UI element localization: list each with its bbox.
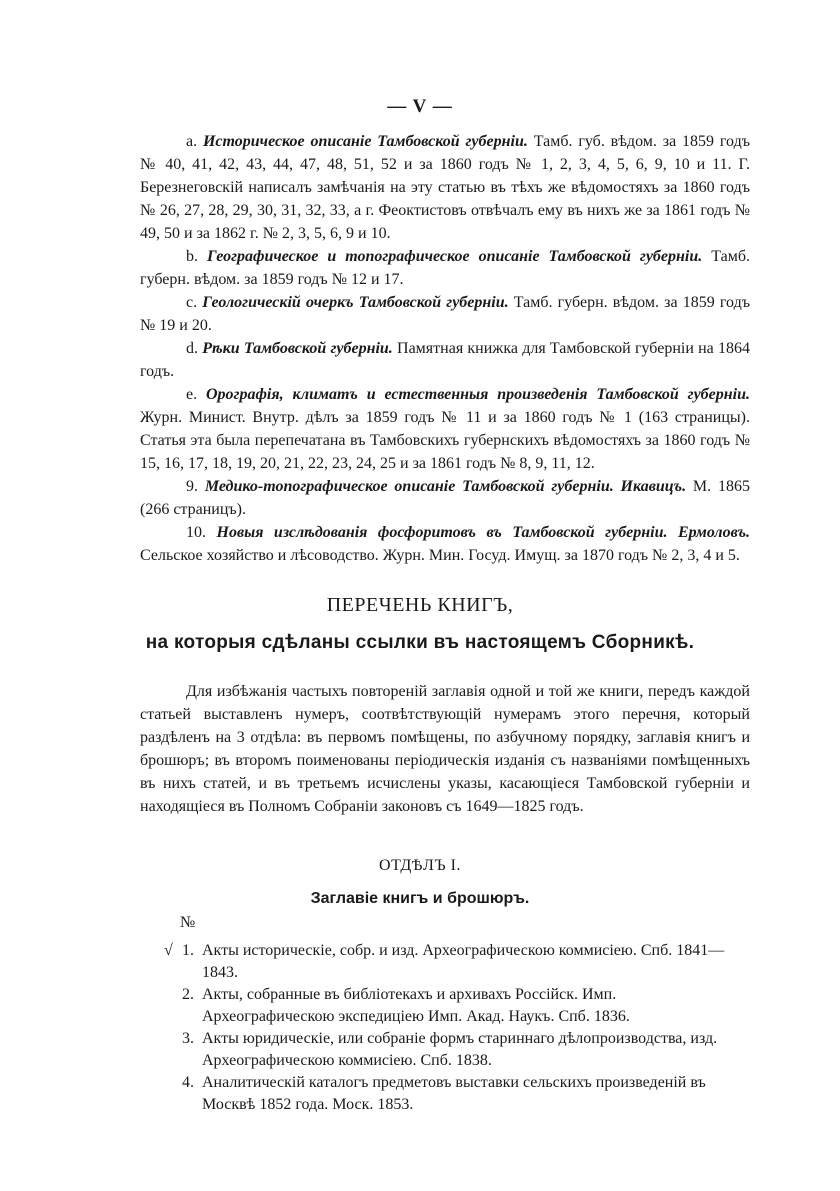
reference-item: 10. Новыя изслѣдованiя фосфоритовъ въ Тамбовской губернiи. Ермоловъ. Сельское хозяйство и лѣсоводство. Журн. Мин. Госуд. Имущ. за 1870 годъ № 2, 3, 4 и 5. <box>140 524 751 564</box>
intro-text: Для избѣжанiя частыхъ повторенiй заглавiя одной и той же книги, передъ каждой статьей выставленъ нумеръ, соотвѣтствующiй нумерамъ этого перечня, который раздѣленъ на 3 отдѣла: въ первомъ помѣщены, по азбучному порядку, заглавiя книгъ и брошюръ; въ второмъ поименованы перiодическiя изданiя съ названiями помѣщенныхъ въ нихъ статей, и въ третьемъ исчислены указы, касающiеся Тамбовской губернiи и находящiеся въ Полномъ Собранiи законовъ съ 1649—1825 годъ. <box>140 683 750 815</box>
book-list <box>162 940 750 1116</box>
list-item <box>162 940 750 984</box>
item-number: 2. <box>182 986 194 1003</box>
list-heading: ПЕРЕЧЕНЬ КНИГЪ, <box>326 594 514 616</box>
item-text: Акты историческiе, собр. и изд. Археографическою коммисiею. Спб. 1841—1843. <box>202 942 725 981</box>
reference-item: d. Рѣки Тамбовской губернiи. Памятная книжка для Тамбовской губернiи на 1864 годъ. <box>140 340 750 380</box>
item-text: Акты, собранные въ библiотекахъ и архивахъ Россiйск. Имп. Археографическою экспедицiею Имп. Акад. Наукъ. Спб. 1836. <box>202 986 630 1025</box>
reference-item: e. Орографiя, климатъ и естественныя произведенiя Тамбовской губернiи. Журн. Минист. Внутр. дѣлъ за 1859 годъ № 11 и за 1860 годъ № 1 (163 страницы). Статья эта была перепечатана въ Тамбовскихъ губернскихъ вѣдомостяхъ за 1860 годъ № 15, 16, 17, 18, 19, 20, 21, 22, 23, 24, 25 и за 1861 годъ № 8, 9, 11, 12. <box>140 386 750 472</box>
item-text: Аналитическiй каталогъ предметовъ выставки сельскихъ произведенiй въ Москвѣ 1852 года. Моск. 1853. <box>202 1074 706 1113</box>
list-item <box>162 1072 750 1116</box>
intro-paragraph <box>140 680 750 818</box>
reference-item: 9. Медико-топографическое описанiе Тамбовской губернiи. Икавицъ. М. 1865 (266 страницъ). <box>140 478 750 518</box>
reference-item: b. Географическое и топографическое описанiе Тамбовской губернiи. Тамб. губерн. вѣдом. за 1859 годъ № 12 и 17. <box>140 248 750 288</box>
item-text: Акты юридическiе, или собранiе формъ стариннаго дѣлопроизводства, изд. Археографическою коммисiею. Спб. 1838. <box>202 1030 718 1069</box>
page-number: — V — <box>387 96 453 117</box>
item-number: 3. <box>182 1030 194 1047</box>
list-item <box>162 1028 750 1072</box>
references-block <box>140 130 750 567</box>
item-number: 4. <box>182 1074 194 1091</box>
reference-item: a. Историческое описанiе Тамбовской губернiи. Тамб. губ. вѣдом. за 1859 годъ № 40, 41, 42, 43, 44, 47, 48, 51, 52 и за 1860 годъ № 1, 2, 3, 4, 5, 6, 9, 10 и 11. Г. Березнеговскiй написалъ замѣчанiя на эту статью въ тѣхъ же вѣдомостяхъ за 1860 годъ № 26, 27, 28, 29, 30, 31, 32, 33, а г. Феоктистовъ отвѣчалъ ему въ нихъ же за 1861 годъ № 49, 50 и за 1862 г. № 2, 3, 5, 6, 9 и 10. <box>140 133 751 242</box>
list-subheading: на которыя сдѣланы ссылки въ настоящемъ Сборникѣ. <box>145 632 695 653</box>
checkmark-icon: √ <box>164 942 173 959</box>
reference-item: c. Геологическiй очеркъ Тамбовской губернiи. Тамб. губерн. вѣдом. за 1859 годъ № 19 и 20. <box>140 294 751 334</box>
item-number: 1. <box>182 942 194 959</box>
number-sign: № <box>180 914 196 931</box>
section-title: ОТДѢЛЪ I. <box>379 857 461 874</box>
section-subtitle: Заглавiе книгъ и брошюръ. <box>310 890 530 907</box>
list-item <box>162 984 750 1028</box>
